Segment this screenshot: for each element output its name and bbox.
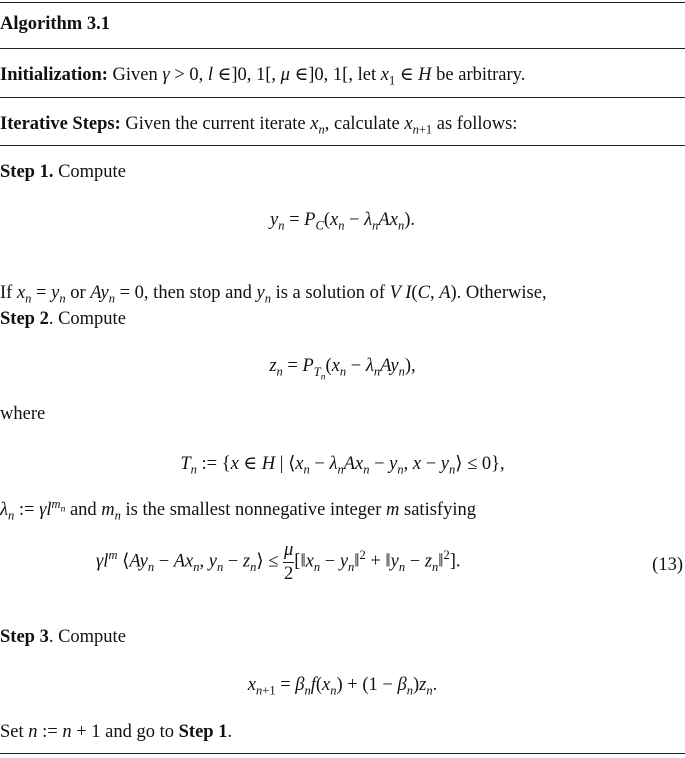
step1-line <box>0 162 126 183</box>
top-rule <box>0 2 685 3</box>
stop-condition-line: If $x_n = y_n$ or $Ay_n = 0$, then stop and $y_n$ is a solution of V I(C, A). Otherwise, <box>0 283 547 306</box>
bottom-rule <box>0 753 685 754</box>
steps-rule <box>0 145 685 146</box>
mu-over-two-fraction: $\frac{\mu}{2}$ <box>284 540 294 584</box>
initialization-line: Initialization: Given γ > 0, l ∈]0, 1[, μ ∈]0, 1[, let $x_1$ ∈ H be arbitrary. <box>0 65 526 88</box>
step2-text: . Compute <box>48 309 126 329</box>
initialization-label: Initialization: <box>0 65 108 85</box>
final-step-target: Step 1 <box>178 722 228 742</box>
step2-label: Step 2 <box>0 309 49 329</box>
inequality-equation: $\gamma l^m$ $⟨Ay_n - Ax_n$, $y_n$ − $z_n⟩$ ≤ $\frac{\mu}{2}$ [$‖x_n$ − $y_n‖^2$ + $‖y_n$ − $z_n‖^2$]. <box>96 540 461 584</box>
lambda-definition: $\lambda_n$ := $\gamma l^{m_n}$ and $m_n$ is the smallest nonnegative integer m satisfying <box>0 496 476 523</box>
iterative-steps-label: Iterative Steps: <box>0 114 121 134</box>
final-line: Set n := n + 1 and go to Step 1. <box>0 722 233 742</box>
algorithm-title: Algorithm 3.1 <box>0 14 110 34</box>
where-label: where <box>0 404 46 424</box>
step2-equation: $z_n = P_{T_n}(x_n - \lambda_nAy_n)$, <box>269 356 416 383</box>
iterative-steps-line: Iterative Steps: Given the current iterate $x_n$, calculate $x_{n+1}$ as follows: <box>0 114 518 137</box>
step1-text: Compute <box>58 162 126 182</box>
step1-label: Step 1. <box>0 162 54 182</box>
initialization-rule <box>0 97 685 98</box>
step2-line <box>0 309 126 330</box>
title-rule <box>0 48 685 49</box>
equation-number: (13) <box>652 555 683 575</box>
step3-equation: $x_{n+1} = \beta_nf(x_n) + (1 - \beta_n)z_n$. <box>247 675 438 698</box>
tn-definition: $T_n$ := {x ∈ H | $⟨x_n - \lambda_nAx_n - y_n$, $x - y_n⟩ \le 0$}, <box>180 454 505 477</box>
step3-label: Step 3 <box>0 627 49 647</box>
step1-equation: $y_n = P_C(x_n - \lambda_nAx_n)$. <box>270 210 415 233</box>
step3-text: . Compute <box>48 627 126 647</box>
step3-line <box>0 627 126 648</box>
